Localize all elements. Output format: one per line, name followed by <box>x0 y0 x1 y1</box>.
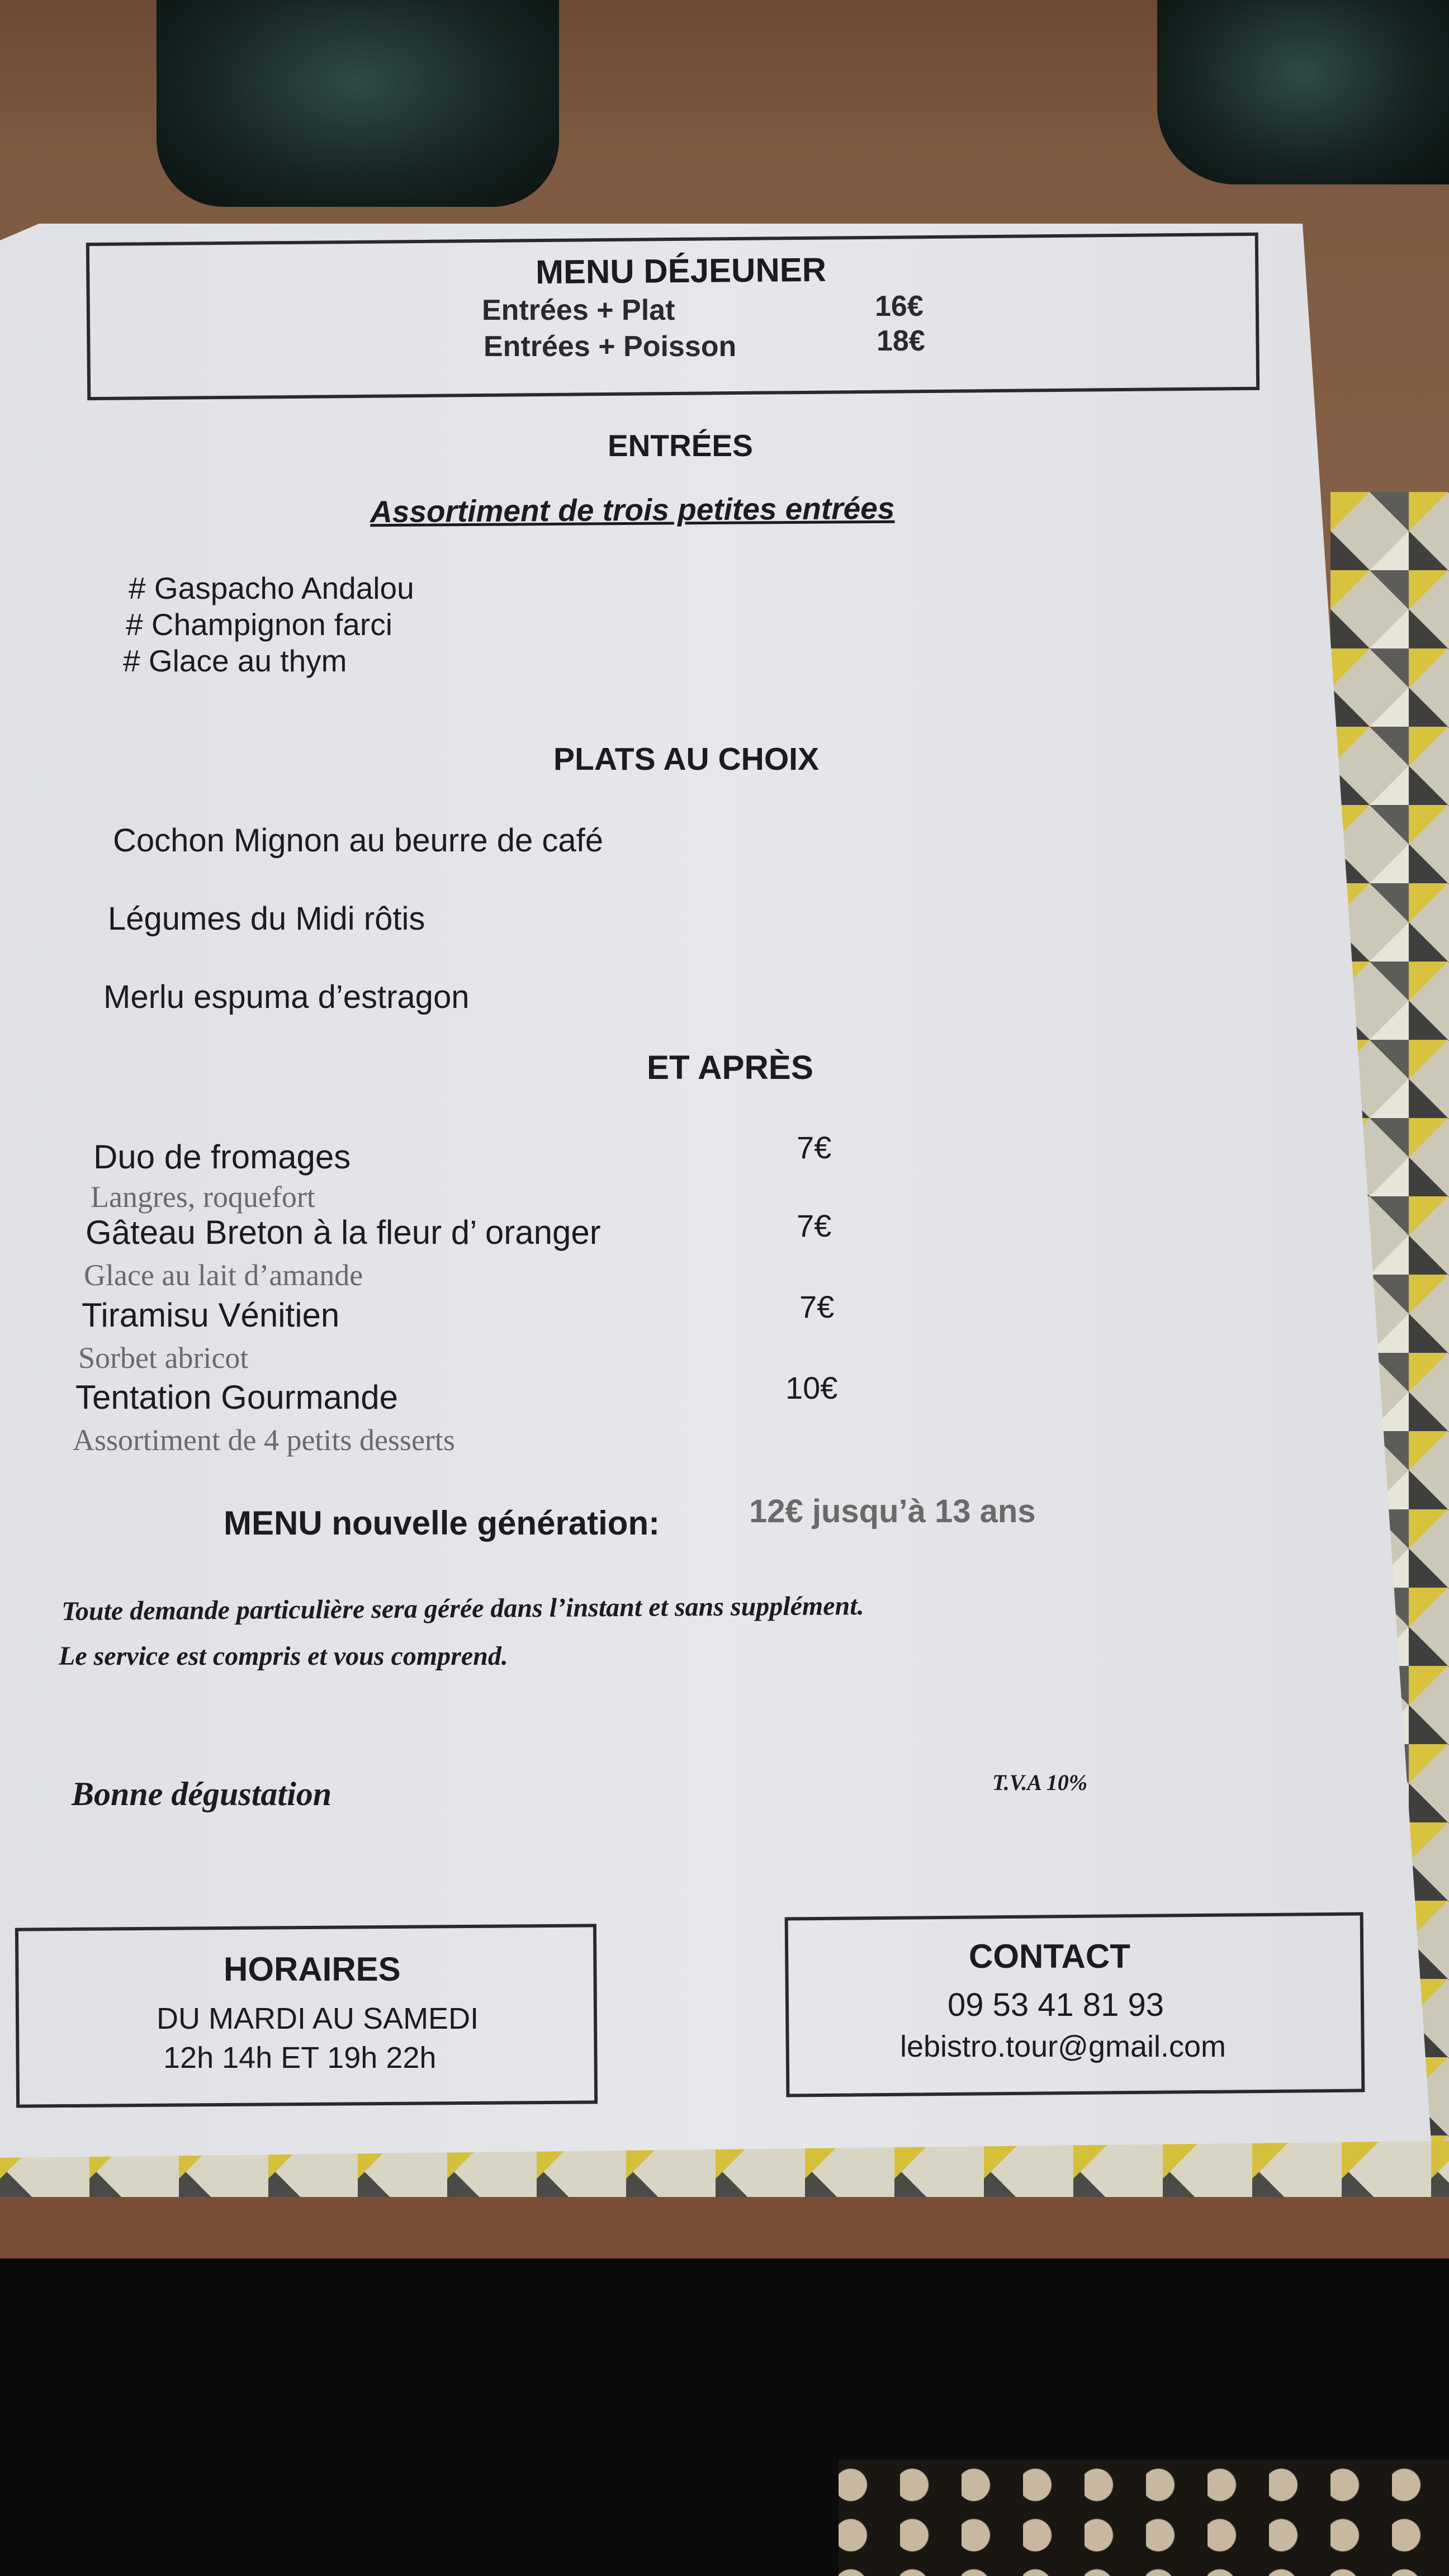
contact-title: CONTACT <box>969 1938 1130 1975</box>
formula-price-2: 18€ <box>877 325 925 357</box>
dessert-price-2: 7€ <box>797 1208 832 1243</box>
entrees-heading: ENTRÉES <box>608 428 753 463</box>
horaires-title: HORAIRES <box>224 1950 401 1988</box>
plat-item-2: Légumes du Midi rôtis <box>108 901 425 937</box>
entree-item-1: # Gaspacho Andalou <box>129 571 414 605</box>
dessert-price-1: 7€ <box>797 1130 832 1165</box>
apres-heading: ET APRÈS <box>647 1049 813 1086</box>
plats-heading: PLATS AU CHOIX <box>553 741 820 777</box>
dessert-name-4: Tentation Gourmande <box>75 1379 399 1416</box>
closing-text: Bonne dégustation <box>72 1775 332 1812</box>
plat-item-1: Cochon Mignon au beurre de café <box>113 822 604 859</box>
dessert-name-3: Tiramisu Vénitien <box>82 1296 340 1334</box>
entree-item-3: # Glace au thym <box>123 643 347 678</box>
dessert-desc-1: Langres, roquefort <box>91 1180 315 1214</box>
formula-label-1: Entrées + Plat <box>482 294 675 326</box>
dessert-price-3: 7€ <box>799 1289 835 1324</box>
menu-dejeuner-title: MENU DÉJEUNER <box>535 250 827 291</box>
plat-item-3: Merlu espuma d’estragon <box>103 979 470 1015</box>
entree-item-2: # Champignon farci <box>126 607 392 642</box>
contact-phone: 09 53 41 81 93 <box>948 1987 1164 2023</box>
water-glass-left <box>157 0 559 207</box>
dessert-desc-4: Assortiment de 4 petits desserts <box>73 1423 455 1457</box>
dessert-name-2: Gâteau Breton à la fleur d’ oranger <box>86 1214 601 1251</box>
horaires-days: DU MARDI AU SAMEDI <box>157 2002 479 2035</box>
formula-price-1: 16€ <box>875 290 924 323</box>
menu-nouvelle-label: MENU nouvelle génération: <box>224 1504 660 1542</box>
entrees-subheading: Assortiment de trois petites entrées <box>370 490 895 529</box>
note-line-1: Toute demande particulière sera gérée dans l’instant et sans supplément. <box>61 1590 864 1626</box>
dessert-price-4: 10€ <box>785 1370 838 1405</box>
dessert-name-1: Duo de fromages <box>93 1138 351 1176</box>
tva-text: T.V.A 10% <box>992 1770 1088 1795</box>
table-edge <box>0 2197 1449 2264</box>
contact-email: lebistro.tour@gmail.com <box>900 2030 1227 2063</box>
patterned-fabric <box>839 2460 1449 2576</box>
dessert-desc-2: Glace au lait d’amande <box>84 1258 363 1292</box>
menu-nouvelle-value: 12€ jusqu’à 13 ans <box>749 1493 1036 1530</box>
water-glass-right <box>1157 0 1449 184</box>
formula-label-2: Entrées + Poisson <box>484 330 737 363</box>
dessert-desc-3: Sorbet abricot <box>78 1341 249 1375</box>
horaires-hours: 12h 14h ET 19h 22h <box>163 2041 437 2075</box>
note-line-2: Le service est compris et vous comprend. <box>59 1641 508 1671</box>
